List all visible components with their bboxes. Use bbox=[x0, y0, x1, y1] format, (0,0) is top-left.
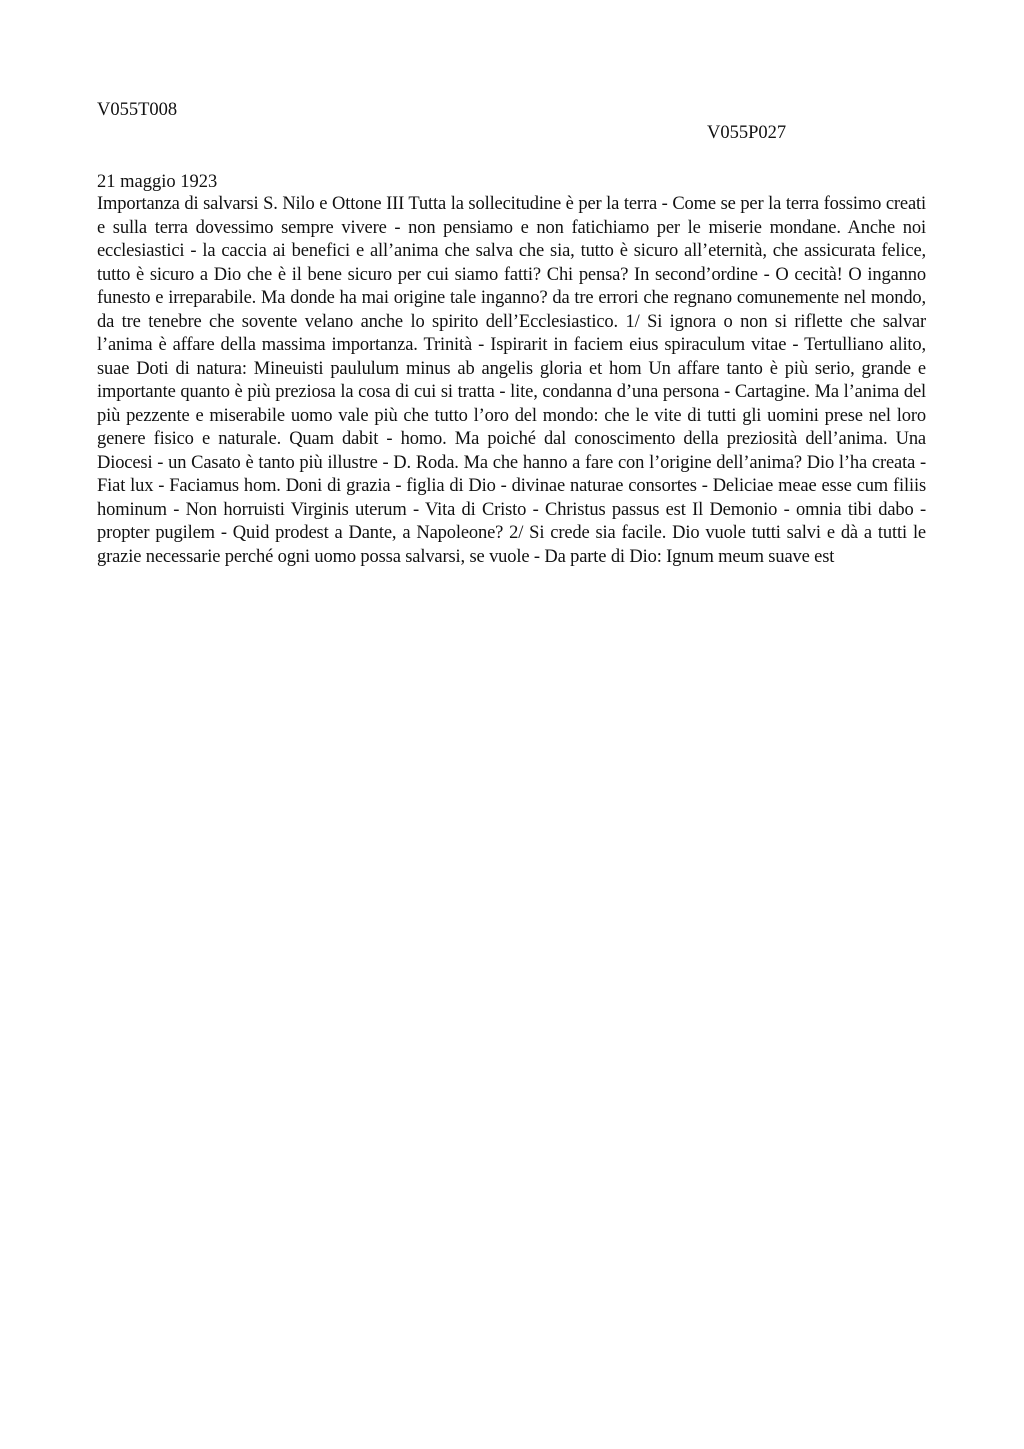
document-body: Importanza di salvarsi S. Nilo e Ottone III Tutta la sollecitudine è per la terra - Come se per la terra fossimo creati e sulla terra dovessimo sempre vivere - non pensiamo e non fatichiamo per le miserie mondane. Anche noi ecclesiastici - la caccia ai benefici e all’anima che salva che sia, tutto è sicuro all’eternità, che assicurata felice, tutto è sicuro a Dio che è il bene sicuro per cui siamo fatti? Chi pensa? In second’ordine - O cecità! O inganno funesto e irreparabile. Ma donde ha mai origine tale inganno? da tre errori che regnano comunemente nel mondo, da tre tenebre che sovente velano anche lo spirito dell’Ecclesiastico. 1/ Si ignora o non si riflette che salvar l’anima è affare della massima importanza. Trinità - Ispirarit in faciem eius spiraculum vitae - Tertulliano alito, suae Doti di natura: Mineuisti paululum minus ab angelis gloria et hom Un affare tanto è più serio, grande e importante quanto è più preziosa la cosa di cui si tratta - lite, condanna d’una persona - Cartagine. Ma l’anima del più pezzente e miserabile uomo vale più che tutto l’oro del mondo: che le vite di tutti gli uomini prese nel loro genere fisico e naturale. Quam dabit - homo. Ma poiché dal conoscimento della preziosità dell’anima. Una Diocesi - un Casato è tanto più illustre - D. Roda. Ma che hanno a fare con l’origine dell’anima? Dio l’ha creata - Fiat lux - Faciamus hom. Doni di grazia - figlia di Dio - divinae naturae consortes - Deliciae meae esse cum filiis hominum - Non horruisti Virginis uterum - Vita di Cristo - Christus passus est Il Demonio - omnia tibi dabo - propter pugilem - Quid prodest a Dante, a Napoleone? 2/ Si crede sia facile. Dio vuole tutti salvi e dà a tutti le grazie necessarie perché ogni uomo possa salvarsi, se vuole - Da parte di Dio: Ignum meum suave est bbox=[97, 194, 926, 567]
page-id: V055P027 bbox=[707, 123, 787, 143]
document-date: 21 maggio 1923 bbox=[97, 172, 218, 192]
document-id: V055T008 bbox=[97, 100, 178, 120]
